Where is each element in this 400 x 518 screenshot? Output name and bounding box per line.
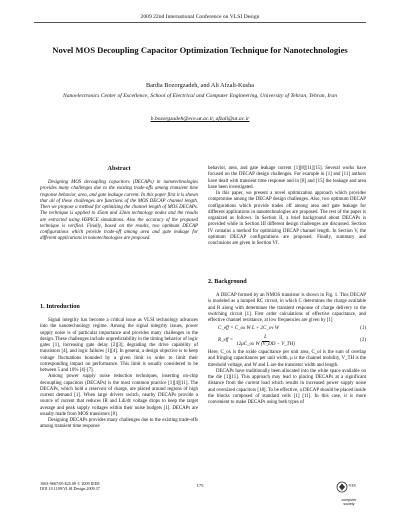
footer-copyright <box>40 481 100 492</box>
intro-paragraph-3: Designing DECAPs provides many challenges due to the existing trade-offs among transient time response <box>40 418 198 430</box>
computer-society-logo <box>336 480 362 506</box>
equation-2-number: (2) <box>360 338 366 344</box>
intro-body <box>40 318 198 431</box>
abstract-text: Designing MOS decoupling capacitors (DECAPs) in nanotechnologies provides many challenges due to the existing trade-offs among transient time response behavior, area, and gate leakage current. In this paper first it is shown that all of these challenges are functions of the MOS DECAP channel length. Then we propose a method for optimizing the channel length of MOS DECAPs. The technique is applied to 45nm and 32nm technology nodes and the results are extracted using HSPICE simulations. Also the accuracy of the proposed technique is verified. Finally, based on the results, two optimum DECAP configurations which provide trade-off among area and gate leakage for different applications in nanotechnologies are proposed. <box>40 180 198 242</box>
header-rule <box>34 22 366 23</box>
equation-2 <box>218 335 366 349</box>
intro-paragraph-1: Signal integrity has become a critical issue as VLSI technology advances into the nanotechnology regime. Among the signal integrity issues, power supply noise is of particular importance and provides many challenges in the design. These challenges include unpredictability in the timing behavior of logic gates [1], increasing gate delay [2][3], degrading the drive capability of transistors [4], and logic failures [1][4]. In general, a design objective is to keep voltage fluctuations bounded by a given limit in order to limit their corresponding impact on performance. This limit is usually considered to be between 5 and 10% [4]-[7]. <box>40 318 198 373</box>
svg-text:IEEE: IEEE <box>348 483 357 488</box>
ieee-logo-icon <box>336 481 362 493</box>
section-background-heading: 2. Background <box>208 278 247 285</box>
paper-outline-paragraph: In this paper, we present a novel optimization approach which provides compromise among the DECAP design challenges. Also, two optimum DECAP configurations which provide trades off among area and gate leakage for different applications in nanotechnologies are proposed. The rest of the paper is organized as follows. In Section II, a brief background about DECAPs is provided while in Section III different design challenges are discussed. Section IV contains a method for optimizing DECAP channel length. In Section V, the optimum DECAP configurations are proposed. Finally, summary and conclusions are given in Section VI. <box>208 191 366 246</box>
equation-1 <box>218 326 366 332</box>
equation-2-denominator: 12μC_ox W (V_DD − V_TH) <box>236 341 295 347</box>
equation-2-numerator: L <box>262 335 269 342</box>
section-introduction-heading: 1. Introduction <box>40 303 80 310</box>
authors: Bardia Bozorgzadeh, and Ali Afzali-Kusha <box>145 82 255 89</box>
equation-2-lhs: R_eff = <box>218 338 234 344</box>
equation-1-number: (1) <box>360 326 366 332</box>
background-paragraph-3: DECAPs have traditionally been allocated into the white space available on the die [1][11]. This approach may lead to placing DECAPs at a significant distance from the current load which results in increased power supply noise and oversized capacitors [18]. To be effective, a DECAP should be placed inside the blocks composed of standard cells [1] [11]. In this case, it is more convenient to make DECAPs using both types of <box>208 368 366 405</box>
logo-caption: computer society <box>341 498 357 506</box>
equation-2-expression <box>218 335 295 349</box>
affiliation: Nanoelectronics Center of Excellence, School of Electrical and Computer Engineering, University of Tehran, Tehran, Iran <box>62 93 338 99</box>
background-paragraph-2: Here, C_ox is the oxide capacitance per unit area, C_ol is the sum of overlap and fringing capacitances per unit width, μ is the channel mobility, V_TH is the threshold voltage, and W and L are the transistor width and length. <box>208 350 366 368</box>
author-emails[interactable] <box>0 116 400 122</box>
equation-2-fraction <box>236 335 295 349</box>
conference-header: 2009 22nd International Conference on VLSI Design <box>140 14 260 20</box>
footer-doi: DOI 10.1109/VLSI.Design.2009.37 <box>40 486 100 492</box>
page-number: 175 <box>196 483 204 488</box>
email-links[interactable]: b.bozorgzadeh@ece.ut.ac.ir, afzali@ut.ac.ir <box>150 116 250 122</box>
footer-issn: 1063-9667/09 $25.00 © 2009 IEEE <box>40 481 100 486</box>
challenges-paragraph: behavior, area, and gate leakage current [1][8][11][15]. Several works have focused on the DECAP design challenges. For example in [1] and [11] authors have dealt with transient time response and in [8] and [15] the leakage and area have been investigated. <box>208 166 366 190</box>
background-body <box>208 293 366 406</box>
intro-paragraph-2: Among power supply noise reduction techniques, inserting on-chip decoupling capacitors (DECAPs) is the most common practice [1][4][11]. The DECAPs, which hold a reservoir of charge, are placed around regions of high current demand [1]. When large drivers switch, nearby DECAPs provide a source of current that reduces IR and Ldi/dt voltage drops to keep the target average and peak supply voltages within their noise budgets [1]. DECAPs are usually made from MOS transistors [8]. <box>40 374 198 417</box>
right-column-top <box>208 166 366 247</box>
paper-title: Novel MOS Decoupling Capacitor Optimization Technique for Nanotechnologies <box>52 45 348 55</box>
abstract-heading <box>40 166 198 172</box>
background-paragraph-1: A DECAP formed by an NMOS transistor is shown in Fig. 1. This DECAP is modeled as a lumped RC circuit, in which C determines the charge available and R along with determines the transient response of charge delivery to the switching circuit [1]. First order calculations of effective capacitance, and effective channel resistance, at low frequencies are given by [1] <box>208 293 366 323</box>
equation-1-body: C_eff = C_ox W L + 2C_ov W <box>218 326 279 332</box>
abstract-title: Abstract <box>107 165 131 172</box>
